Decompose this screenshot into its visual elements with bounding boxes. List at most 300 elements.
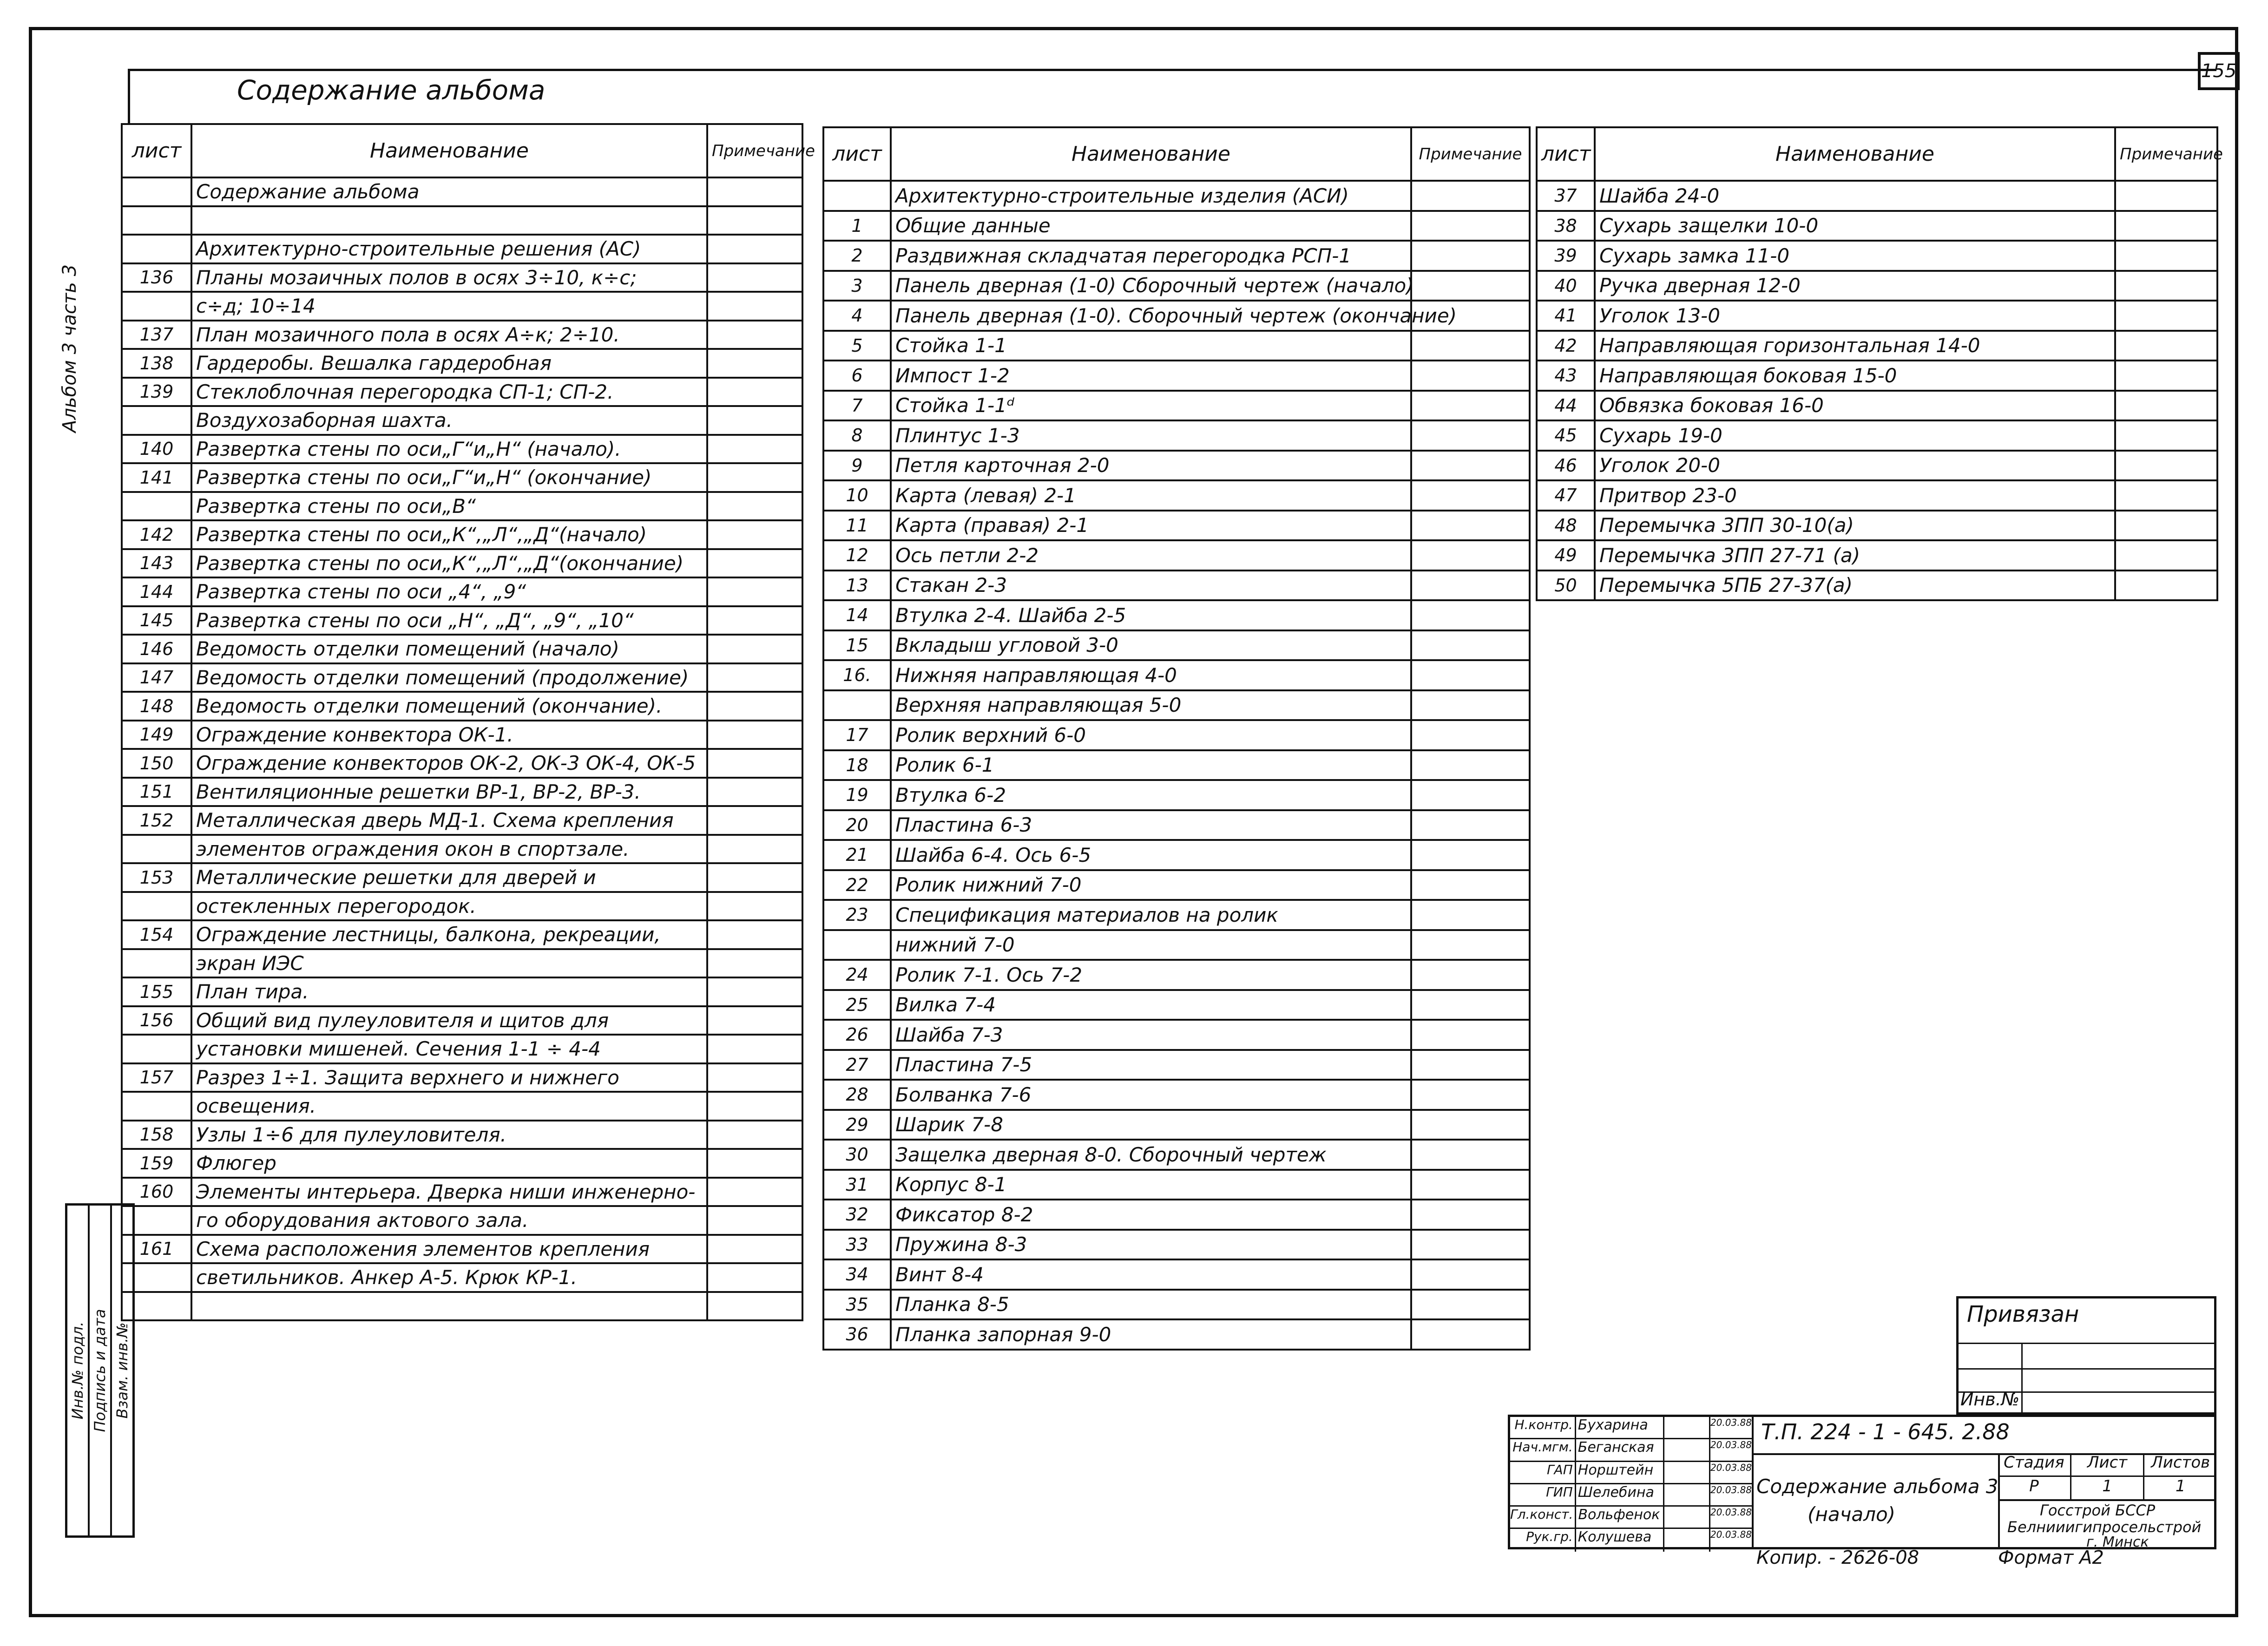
sheet-number	[823, 930, 891, 960]
sheet-name: Петля карточная 2-0	[891, 451, 1411, 481]
sheet-name: Пружина 8-3	[891, 1230, 1411, 1260]
table-row	[1537, 540, 2217, 571]
sheet-note	[2115, 301, 2217, 331]
sheet-name: Панель дверная (1-0). Сборочный чертеж (окончание)	[891, 301, 1411, 331]
sheet-note	[707, 949, 802, 978]
sheet-name: Архитектурно-строительные изделия (АСИ)	[891, 181, 1411, 211]
sheet-number: 26	[823, 1020, 891, 1050]
sheet-name: Панель дверная (1-0) Сборочный чертеж (начало)	[891, 271, 1411, 301]
sheet-name: Общие данные	[891, 211, 1411, 241]
sheet-note	[707, 177, 802, 206]
sheet-number: 36	[823, 1319, 891, 1350]
sheet-note	[1411, 990, 1530, 1020]
signature-name: Норштейн	[1576, 1462, 1664, 1483]
sheet-number: 39	[1537, 241, 1595, 271]
sheet-number: 34	[823, 1259, 891, 1290]
sheet-name: Карта (правая) 2-1	[891, 511, 1411, 541]
table-row	[823, 1110, 1530, 1140]
sheet-note	[707, 1263, 802, 1292]
sheet-note	[1411, 1020, 1530, 1050]
table-row	[823, 1200, 1530, 1230]
sheet-number: 10	[823, 480, 891, 511]
table-row	[823, 331, 1530, 361]
sheet-number: 142	[122, 520, 191, 549]
table-row	[823, 1290, 1530, 1320]
signature-mark	[1664, 1417, 1710, 1438]
title-block-stamp	[1508, 1415, 2216, 1549]
sheet-name: Схема расположения элементов крепления	[191, 1235, 707, 1264]
sheet-name: Раздвижная складчатая перегородка РСП-1	[891, 241, 1411, 271]
table-row	[122, 663, 802, 692]
table-row	[823, 181, 1530, 211]
sheet-number: 161	[122, 1235, 191, 1264]
sheet-note	[707, 577, 802, 606]
table-row	[122, 1006, 802, 1035]
signature-role: Рук.гр.	[1510, 1529, 1576, 1551]
sheet-note	[1411, 750, 1530, 780]
table-row	[122, 635, 802, 663]
signature-mark	[1664, 1439, 1710, 1460]
sheet-number: 157	[122, 1063, 191, 1092]
organization-city: г. Минск	[2086, 1534, 2149, 1550]
table-row	[823, 361, 1530, 391]
signature-name: Вольфенок	[1576, 1507, 1664, 1528]
sheet-number: 27	[823, 1050, 891, 1080]
sheet-name: Нижняя направляющая 4-0	[891, 660, 1411, 690]
sheet-note	[1411, 1259, 1530, 1290]
signature-date: 20.03.88	[1710, 1529, 1752, 1541]
sheet-name: Содержание альбома	[191, 177, 707, 206]
sheet-name: Защелка дверная 8-0. Сборочный чертеж	[891, 1140, 1411, 1170]
sheet-note	[2115, 361, 2217, 391]
sheet-note	[707, 1178, 802, 1207]
contents-table-3	[1536, 126, 2223, 601]
sheet-number: 7	[823, 391, 891, 421]
sheet-name: Винт 8-4	[891, 1259, 1411, 1290]
table-row	[122, 835, 802, 864]
header-sheet: лист	[823, 127, 891, 181]
table-row	[1537, 301, 2217, 331]
sheet-note	[1411, 361, 1530, 391]
privyazan-inv: Инв.№	[1960, 1389, 2020, 1410]
sheet-note	[1411, 1050, 1530, 1080]
sheet-note	[707, 1149, 802, 1178]
sheet-number: 147	[122, 663, 191, 692]
sheet-number: 149	[122, 721, 191, 749]
table-row	[823, 750, 1530, 780]
album-title: Содержание альбома	[237, 74, 546, 106]
table-row	[823, 480, 1530, 511]
table-row	[1537, 391, 2217, 421]
contents-table-1	[121, 123, 815, 1321]
table-row	[122, 1178, 802, 1207]
signature-row	[1510, 1507, 1752, 1529]
sheet-note	[2115, 540, 2217, 571]
sheet-note	[2115, 331, 2217, 361]
sheet-number	[122, 406, 191, 435]
table-row	[122, 1149, 802, 1178]
sheet-name: Уголок 13-0	[1595, 301, 2115, 331]
table-row	[122, 949, 802, 978]
sheet-note	[707, 1063, 802, 1092]
sheet-name: Развертка стены по оси„Г“и„Н“ (начало).	[191, 435, 707, 464]
sheet-number: 45	[1537, 420, 1595, 451]
sheet-number: 43	[1537, 361, 1595, 391]
sheet-name: Развертка стены по оси„Г“и„Н“ (окончание)	[191, 463, 707, 492]
sheet-name: Шайба 6-4. Ось 6-5	[891, 840, 1411, 870]
sheet-number: 153	[122, 863, 191, 892]
sheet-name: Карта (левая) 2-1	[891, 480, 1411, 511]
table-row	[823, 930, 1530, 960]
sheet-number	[122, 177, 191, 206]
table-row	[122, 549, 802, 578]
sheet-note	[707, 549, 802, 578]
organization-line-1: Госстрой БССР	[2040, 1502, 2156, 1519]
sheet-number: 50	[1537, 571, 1595, 601]
stage-header-row	[1998, 1453, 2216, 1477]
table-row	[823, 1020, 1530, 1050]
sheet-note	[1411, 480, 1530, 511]
sheet-note	[707, 721, 802, 749]
sheet-number	[823, 181, 891, 211]
table-row	[1537, 331, 2217, 361]
table-row	[823, 1319, 1530, 1350]
signature-block	[1510, 1417, 1754, 1547]
table-row	[122, 577, 802, 606]
sheet-number: 22	[823, 870, 891, 900]
table-row	[1537, 420, 2217, 451]
sheet-name: Металлическая дверь МД-1. Схема крепления	[191, 806, 707, 835]
table-row	[122, 1063, 802, 1092]
table-row	[823, 271, 1530, 301]
sheet-note	[1411, 511, 1530, 541]
sheet-number	[122, 492, 191, 521]
sheet-note	[707, 520, 802, 549]
sheet-name: установки мишеней. Сечения 1-1 ÷ 4-4	[191, 1035, 707, 1063]
title-row-border	[128, 69, 2216, 71]
sheet-note	[2115, 211, 2217, 241]
sheet-name: Ведомость отделки помещений (продолжение)	[191, 663, 707, 692]
sheet-name: экран ИЭС	[191, 949, 707, 978]
contents-table-2	[822, 126, 1531, 1351]
sheet-name	[191, 206, 707, 235]
sheet-name: Ролик 6-1	[891, 750, 1411, 780]
table-row	[122, 406, 802, 435]
title-row-left-border	[128, 69, 130, 125]
sheet-number: 158	[122, 1121, 191, 1149]
sheet-note	[1411, 271, 1530, 301]
sheet-number	[122, 949, 191, 978]
sheet-number: 37	[1537, 181, 1595, 211]
sheet-number: 152	[122, 806, 191, 835]
table-row	[823, 720, 1530, 750]
sheet-number: 156	[122, 1006, 191, 1035]
sheet-number: 141	[122, 463, 191, 492]
sheet-note	[1411, 840, 1530, 870]
table-row	[122, 349, 802, 378]
signature-row	[1510, 1439, 1752, 1462]
sheet-name: Разрез 1÷1. Защита верхнего и нижнего	[191, 1063, 707, 1092]
sheet-name: Шайба 24-0	[1595, 181, 2115, 211]
strip-label-1: Инв.№ подл.	[69, 1321, 86, 1420]
copy-number: Копир. - 2626-08	[1756, 1547, 1920, 1568]
table-row	[1537, 451, 2217, 481]
signature-mark	[1664, 1484, 1710, 1505]
document-code: Т.П. 224 - 1 - 645. 2.88	[1761, 1419, 2010, 1444]
contents-table-1-body	[122, 177, 802, 1320]
sheet-name: Ролик верхний 6-0	[891, 720, 1411, 750]
sheet-note	[1411, 1110, 1530, 1140]
table-row	[122, 977, 802, 1006]
sheet-number: 20	[823, 810, 891, 840]
sheet-note	[1411, 930, 1530, 960]
signature-date: 20.03.88	[1710, 1462, 1752, 1473]
sheet-note	[707, 349, 802, 378]
sheet-number: 31	[823, 1170, 891, 1200]
stage-block	[1998, 1453, 2216, 1500]
sheet-name: Планка запорная 9-0	[891, 1319, 1411, 1350]
side-title	[56, 223, 84, 474]
header-sheet: лист	[122, 124, 191, 177]
sheet-number: 151	[122, 778, 191, 807]
sheet-name: Ведомость отделки помещений (начало)	[191, 635, 707, 663]
table-row	[122, 606, 802, 635]
table-row	[823, 211, 1530, 241]
sheet-number: 144	[122, 577, 191, 606]
table-row	[823, 870, 1530, 900]
sheet-name: Импост 1-2	[891, 361, 1411, 391]
table-row	[823, 451, 1530, 481]
sheet-note	[1411, 960, 1530, 990]
sheet-name: Развертка стены по оси„В“	[191, 492, 707, 521]
header-note: Примечание	[1411, 127, 1530, 181]
table-row	[122, 863, 802, 892]
sheet-number: 47	[1537, 480, 1595, 511]
table-row	[122, 1121, 802, 1149]
sheet-number: 3	[823, 271, 891, 301]
table-row	[1537, 181, 2217, 211]
table-row	[823, 1080, 1530, 1110]
sheet-note	[1411, 181, 1530, 211]
sheet-note	[707, 778, 802, 807]
sheet-number	[122, 1035, 191, 1063]
table-row	[823, 420, 1530, 451]
signature-role: Н.контр.	[1510, 1417, 1576, 1438]
sheet-name: Шайба 7-3	[891, 1020, 1411, 1050]
sheet-number: 23	[823, 900, 891, 930]
sheet-name: Флюгер	[191, 1149, 707, 1178]
sheet-name: Стакан 2-3	[891, 571, 1411, 601]
sheet-note	[707, 892, 802, 921]
sheet-number: 2	[823, 241, 891, 271]
sheet-number: 17	[823, 720, 891, 750]
privyazan-vline	[2021, 1343, 2023, 1417]
sheet-name: Обвязка боковая 16-0	[1595, 391, 2115, 421]
sheet-number: 4	[823, 301, 891, 331]
sheet-number: 8	[823, 420, 891, 451]
signature-date: 20.03.88	[1710, 1417, 1752, 1428]
sheet-note	[707, 435, 802, 464]
table-row	[823, 391, 1530, 421]
sheet-note	[707, 1292, 802, 1321]
sheet-name: Направляющая горизонтальная 14-0	[1595, 331, 2115, 361]
sheet-note	[707, 492, 802, 521]
sheet-number	[122, 206, 191, 235]
sheet-name: Перемычка 5ПБ 27-37(а)	[1595, 571, 2115, 601]
sheet-header: Лист	[2071, 1453, 2145, 1475]
table-row	[823, 241, 1530, 271]
sheet-number: 136	[122, 263, 191, 292]
sheet-number: 24	[823, 960, 891, 990]
sheet-name: Стойка 1-1	[891, 331, 1411, 361]
sheet-name: Шарик 7-8	[891, 1110, 1411, 1140]
sheet-name: План тира.	[191, 977, 707, 1006]
sheet-note	[1411, 780, 1530, 810]
header-name: Наименование	[891, 127, 1411, 181]
sheet-number: 145	[122, 606, 191, 635]
sheet-note	[1411, 451, 1530, 481]
signature-date: 20.03.88	[1710, 1439, 1752, 1451]
sheet-note	[707, 635, 802, 663]
sheet-name: Развертка стены по оси „Н“, „Д“, „9“, „10“	[191, 606, 707, 635]
table-row	[823, 1170, 1530, 1200]
sheet-name: Направляющая боковая 15-0	[1595, 361, 2115, 391]
signature-row	[1510, 1484, 1752, 1507]
sheet-number: 155	[122, 977, 191, 1006]
sheet-number: 139	[122, 378, 191, 407]
table-row	[823, 1230, 1530, 1260]
sheet-number: 160	[122, 1178, 191, 1207]
sheet-number: 49	[1537, 540, 1595, 571]
table-row	[823, 630, 1530, 661]
sheet-note	[707, 321, 802, 349]
sheet-name: Ось петли 2-2	[891, 540, 1411, 571]
table-row	[823, 690, 1530, 721]
sheet-number: 42	[1537, 331, 1595, 361]
table-row	[122, 920, 802, 949]
sheet-name: Развертка стены по оси „4“, „9“	[191, 577, 707, 606]
sheet-number: 25	[823, 990, 891, 1020]
signature-row	[1510, 1529, 1752, 1551]
sheet-note	[1411, 1140, 1530, 1170]
table-row	[1537, 241, 2217, 271]
sheet-note	[1411, 1230, 1530, 1260]
sheet-number: 30	[823, 1140, 891, 1170]
table-row	[122, 1292, 802, 1321]
sheet-name: Элементы интерьера. Дверка ниши инженерно-	[191, 1178, 707, 1207]
signature-row	[1510, 1462, 1752, 1484]
sheet-name: Стойка 1-1ᵈ	[891, 391, 1411, 421]
contents-table-3-body	[1537, 181, 2217, 600]
sheets-header: Листов	[2151, 1453, 2210, 1472]
sheet-name: Перемычка 3ПП 30-10(а)	[1595, 511, 2115, 541]
sheet-note	[1411, 1290, 1530, 1320]
sheet-number: 40	[1537, 271, 1595, 301]
sheet-number: 13	[823, 571, 891, 601]
signature-date: 20.03.88	[1710, 1507, 1752, 1518]
sheet-note	[1411, 1200, 1530, 1230]
header-name: Наименование	[1595, 127, 2115, 181]
sheet-note	[707, 749, 802, 778]
sheet-name: Планы мозаичных полов в осях 3÷10, к÷с;	[191, 263, 707, 292]
table-row	[1537, 361, 2217, 391]
sheet-name: Вилка 7-4	[891, 990, 1411, 1020]
sheet-number: 41	[1537, 301, 1595, 331]
sheet-note	[707, 206, 802, 235]
table-row	[122, 1206, 802, 1235]
table-row	[823, 301, 1530, 331]
sheet-number	[823, 690, 891, 721]
sheet-note	[2115, 511, 2217, 541]
sheet-note	[1411, 600, 1530, 630]
table-row	[122, 520, 802, 549]
sheet-name: Ограждение лестницы, балкона, рекреации,	[191, 920, 707, 949]
sheet-name: освещения.	[191, 1092, 707, 1121]
table-row	[823, 780, 1530, 810]
sheet-name: Ручка дверная 12-0	[1595, 271, 2115, 301]
sheet-note	[1411, 900, 1530, 930]
sheet-name	[191, 1292, 707, 1321]
sheet-note	[707, 1092, 802, 1121]
sheet-note	[1411, 630, 1530, 661]
sheet-note	[1411, 660, 1530, 690]
sheet-note	[1411, 690, 1530, 721]
sheet-name: Узлы 1÷6 для пулеуловителя.	[191, 1121, 707, 1149]
sheet-note	[707, 920, 802, 949]
table-row	[823, 990, 1530, 1020]
privyazan-line-2	[1959, 1368, 2214, 1370]
sheet-format: Формат А2	[1998, 1547, 2104, 1568]
sheet-note	[1411, 571, 1530, 601]
sheet-number: 146	[122, 635, 191, 663]
sheet-name: остекленных перегородок.	[191, 892, 707, 921]
table-row	[122, 721, 802, 749]
sheet-note	[1411, 870, 1530, 900]
sheet-note	[1411, 211, 1530, 241]
sheet-number	[122, 835, 191, 864]
sheet-name: Сухарь замка 11-0	[1595, 241, 2115, 271]
table-row	[122, 177, 802, 206]
sheet-note	[707, 863, 802, 892]
sheet-number	[122, 292, 191, 321]
sheet-note	[707, 977, 802, 1006]
sheet-number: 32	[823, 1200, 891, 1230]
table-row	[1537, 571, 2217, 601]
sheet-name: нижний 7-0	[891, 930, 1411, 960]
sheet-number: 150	[122, 749, 191, 778]
sheet-number: 44	[1537, 391, 1595, 421]
table-row	[122, 435, 802, 464]
sheet-name: го оборудования актового зала.	[191, 1206, 707, 1235]
signature-mark	[1664, 1462, 1710, 1483]
organization-line-2: Белнииигипросельстрой	[2007, 1518, 2202, 1536]
sheet-number: 35	[823, 1290, 891, 1320]
table-row	[823, 1050, 1530, 1080]
header-sheet: лист	[1537, 127, 1595, 181]
document-title: Содержание альбома 3	[1756, 1475, 1998, 1498]
sheet-number: 159	[122, 1149, 191, 1178]
table-row	[1537, 211, 2217, 241]
stage-header: Стадия	[1998, 1453, 2071, 1475]
sheet-note	[707, 1006, 802, 1035]
signature-role: Гл.конст.	[1510, 1507, 1576, 1528]
sheet-number: 137	[122, 321, 191, 349]
sheet-name: Вентиляционные решетки ВР-1, ВР-2, ВР-3.	[191, 778, 707, 807]
signature-name: Колушева	[1576, 1529, 1664, 1551]
sheet-note	[707, 463, 802, 492]
table-row	[122, 292, 802, 321]
sheet-name: Планка 8-5	[891, 1290, 1411, 1320]
